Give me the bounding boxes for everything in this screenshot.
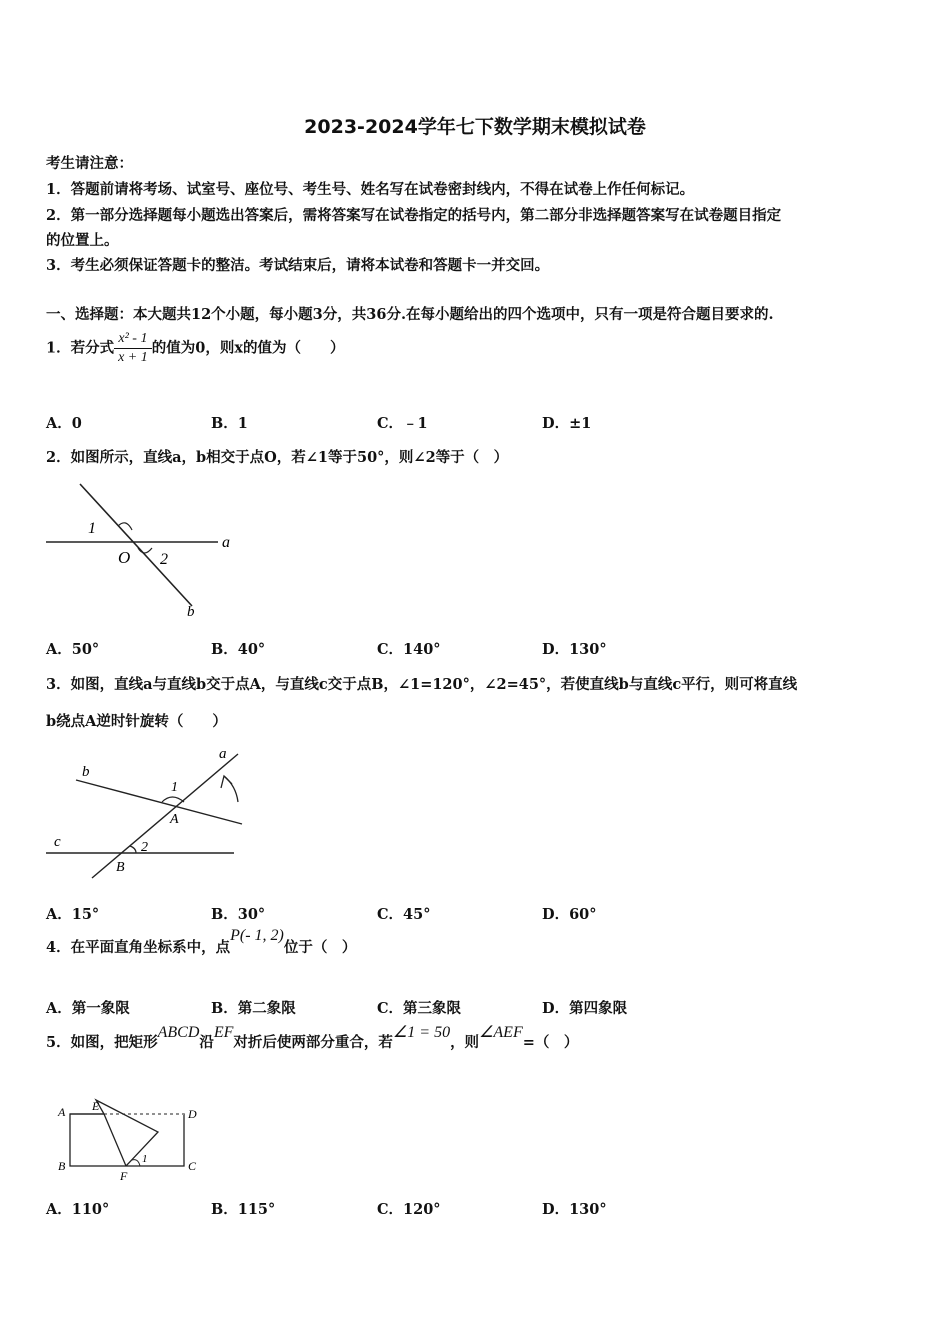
q5-mid1: 沿 (199, 1034, 214, 1051)
q3-line-a (92, 754, 238, 878)
q5-angle-aef: ∠AEF (479, 1024, 523, 1041)
q5-option-c[interactable]: C．120° (377, 1201, 441, 1218)
q2-line-b (80, 484, 192, 606)
q3-option-a[interactable]: A．15° (46, 906, 100, 923)
q3-option-c[interactable]: C．45° (377, 906, 431, 923)
q3-angle-1-arc (162, 797, 184, 802)
q3-label-b: b (82, 764, 90, 780)
q5-label-F: F (120, 1169, 128, 1183)
q2-label-1: 1 (88, 520, 96, 537)
q4-option-b[interactable]: B．第二象限 (211, 1000, 296, 1017)
q5-angle-1: ∠1 = 50 (392, 1024, 451, 1041)
q1-denominator: x + 1 (118, 350, 148, 365)
q3-label-A: A (170, 812, 179, 827)
q3-line-b (76, 780, 242, 824)
q2-label-b: b (187, 604, 195, 620)
question-1 (46, 331, 345, 366)
q5-label-C: C (188, 1159, 197, 1173)
question-3-line-2: b绕点A逆时针旋转（ ） (46, 713, 227, 730)
q5-crease: EF (213, 1024, 234, 1041)
q4-option-d[interactable]: D．第四象限 (542, 1000, 628, 1017)
q3-arrow-head (221, 776, 232, 788)
q3-label-1: 1 (171, 780, 178, 795)
q5-label-D: D (188, 1107, 197, 1121)
question-3-line-1: 3．如图，直线a与直线b交于点A，与直线c交于点B，∠1=120°，∠2=45°，若使直线b与直线c平行，则可将直线 (46, 676, 798, 693)
q1-pre: 1．若分式 (46, 339, 115, 357)
q2-label-2: 2 (160, 551, 168, 568)
q5-folded-flap (96, 1100, 158, 1166)
notice-item-3: 3．考生必须保证答题卡的整洁。考试结束后，请将本试卷和答题卡一并交回。 (46, 257, 550, 274)
q5-option-d[interactable]: D．130° (542, 1201, 607, 1218)
q5-crease-ef (104, 1114, 126, 1166)
q1-fraction (114, 331, 152, 366)
q3-label-c: c (54, 834, 61, 850)
q1-option-b[interactable]: B．1 (211, 415, 248, 432)
q3-option-d[interactable]: D．60° (542, 906, 597, 923)
q1-option-a[interactable]: A．0 (46, 415, 82, 432)
q3-option-b[interactable]: B．30° (211, 906, 266, 923)
q5-option-a[interactable]: A．110° (46, 1201, 110, 1218)
q1-option-c[interactable]: C．﹣1 (377, 415, 428, 432)
q5-pre: 5．如图，把矩形 (46, 1034, 158, 1051)
q3-rotation-arrow (224, 776, 238, 802)
q3-label-B: B (116, 860, 125, 875)
q4-post: 位于（ ） (283, 939, 357, 956)
q4-option-a[interactable]: A．第一象限 (46, 1000, 130, 1017)
question-4 (46, 927, 357, 957)
q1-option-d[interactable]: D．±1 (542, 415, 592, 432)
q4-point: P(- 1, 2) (230, 927, 284, 944)
q2-option-a[interactable]: A．50° (46, 641, 100, 658)
q5-label-B: B (58, 1159, 66, 1173)
q3-label-a: a (219, 746, 227, 762)
q5-label-A: A (58, 1105, 66, 1119)
q2-label-a: a (222, 534, 230, 551)
q5-figure (54, 1094, 204, 1186)
q3-angle-2-arc (130, 846, 136, 853)
q2-option-b[interactable]: B．40° (211, 641, 266, 658)
q5-rect: ABCD (157, 1024, 200, 1041)
q2-label-o: O (118, 548, 131, 567)
q5-label-E: E (92, 1099, 100, 1113)
notice-item-1: 1．答题前请将考场、试室号、座位号、考生号、姓名写在试卷密封线内，不得在试卷上作任何标记。 (46, 181, 695, 198)
question-5 (46, 1024, 579, 1052)
q1-post: 的值为0，则x的值为（ ） (151, 339, 345, 357)
q5-post: =（ ） (522, 1034, 579, 1051)
q2-option-c[interactable]: C．140° (377, 641, 441, 658)
q2-figure (44, 478, 244, 623)
section-heading: 一、选择题：本大题共12个小题，每小题3分，共36分.在每小题给出的四个选项中，只有一项是符合题目要求的. (46, 306, 774, 323)
q3-figure (44, 742, 249, 884)
notice-item-2: 2．第一部分选择题每小题选出答案后，需将答案写在试卷指定的括号内，第二部分非选择题答案写在试卷题目指定 (46, 207, 782, 224)
notice-heading: 考生请注意： (46, 155, 133, 172)
page-title: 2023-2024学年七下数学期末模拟试卷 (304, 116, 646, 138)
q5-rectangle (70, 1114, 184, 1166)
question-2: 2．如图所示，直线a，b相交于点O，若∠1等于50°，则∠2等于（ ） (46, 449, 509, 466)
q5-mid2: 对折后使两部分重合，若 (233, 1034, 393, 1051)
q2-option-d[interactable]: D．130° (542, 641, 607, 658)
q5-mid3: ，则 (450, 1034, 480, 1051)
q4-option-c[interactable]: C．第三象限 (377, 1000, 462, 1017)
q5-label-1: 1 (142, 1153, 148, 1165)
q1-numerator: x² - 1 (114, 331, 152, 349)
q2-angle-1-arc (118, 523, 132, 530)
q5-option-b[interactable]: B．115° (211, 1201, 276, 1218)
q3-label-2: 2 (141, 840, 148, 855)
q5-angle-1-arc (132, 1160, 140, 1166)
notice-item-2-cont: 的位置上。 (46, 232, 119, 249)
q4-pre: 4．在平面直角坐标系中，点 (46, 939, 231, 956)
